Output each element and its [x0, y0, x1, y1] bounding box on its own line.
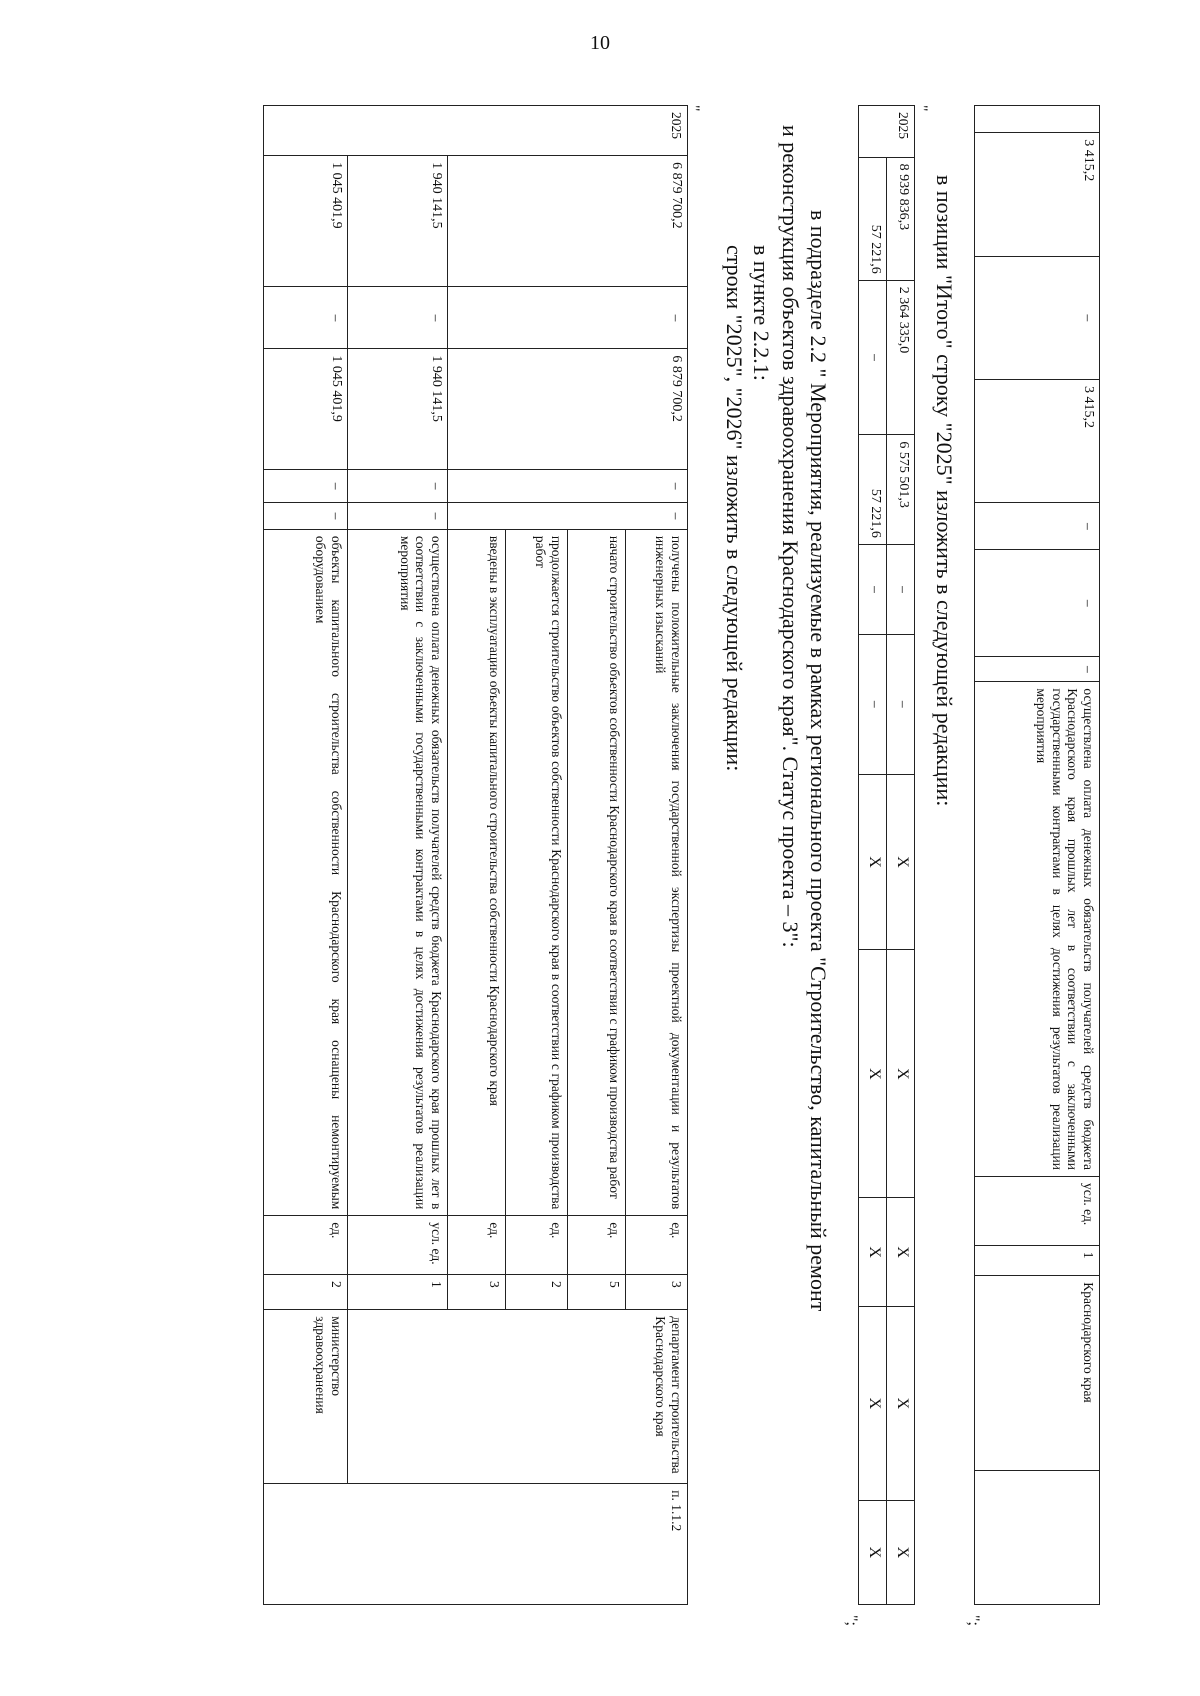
table-cell: осуществлена оплата денежных обязательств получателей средств бюджета Краснодарского края прошлых лет в соответствии с заключенными государственными контрактами в целях достижения результатов реализации мероприятия — [348, 529, 448, 1216]
table-cell: 1 045 401,9 — [264, 349, 348, 470]
table-cell: X — [859, 950, 887, 1198]
page-number: 10 — [590, 32, 610, 54]
opening-quote: " — [685, 105, 702, 112]
table-cell: X — [859, 1306, 887, 1500]
table-cell: – — [264, 470, 348, 503]
table-cell: X — [887, 1500, 915, 1604]
table-cell — [975, 106, 1100, 133]
table-cell — [975, 1470, 1100, 1604]
paragraph: в подразделе 2.2 " Мероприятия, реализуемые в рамках регионального проекта "Строительство, капитальный ремонт — [806, 210, 831, 1312]
table-cell: продолжается строительство объектов собственности Краснодарского края в соответствии с графиком производства работ — [506, 529, 568, 1216]
table-cell: п. 1.1.2 — [264, 1484, 688, 1605]
table-cell: – — [887, 635, 915, 775]
table-cell: – — [448, 287, 688, 349]
table-2-2-1 — [263, 105, 688, 1605]
table-cell: 6 575 501,3 — [887, 435, 915, 545]
table-cell: министерство здравоохранения — [264, 1310, 348, 1484]
table-cell: 2025 — [859, 106, 915, 158]
table-cell: ед. — [568, 1216, 626, 1275]
table-cell: 57 221,6 — [859, 435, 887, 545]
table-cell: 2025 — [264, 106, 688, 156]
closing-quote: "; — [843, 1615, 860, 1626]
table-cell: – — [264, 503, 348, 530]
table-cell: ед. — [506, 1216, 568, 1275]
table-cell: – — [348, 503, 448, 530]
table-cell: введены в эксплуатацию объекты капитального строительства собственности Краснодарского края — [448, 529, 506, 1216]
table-cell: ед. — [626, 1216, 688, 1275]
table-cell: – — [975, 657, 1100, 682]
table-cell: 1 — [975, 1245, 1100, 1276]
table-cell: X — [887, 1306, 915, 1500]
table-cell: 1 — [348, 1275, 448, 1310]
table-cell: – — [859, 635, 887, 775]
table-cell: 3 — [626, 1275, 688, 1310]
opening-quote: " — [913, 105, 930, 112]
table-cell: 3 415,2 — [975, 133, 1100, 256]
table-cell: X — [859, 774, 887, 950]
table-cell: начато строительство объектов собственности Краснодарского края в соответствии с графиком производства работ — [568, 529, 626, 1216]
landscape-content — [180, 105, 1100, 1626]
table-cell: 57 221,6 — [859, 157, 887, 280]
table-cell: осуществлена оплата денежных обязательств получателей средств бюджета Краснодарского края прошлых лет в соответствии с заключенными государственными контрактами в целях достижения результатов реализации мероприятия — [975, 682, 1100, 1177]
table-cell: получены положительные заключения государственной экспертизы проектной документации и результатов инженерных изысканий — [626, 529, 688, 1216]
table-cell: усл. ед. — [975, 1176, 1100, 1245]
table-cell: – — [859, 280, 887, 435]
table-cell: 3 415,2 — [975, 380, 1100, 503]
table-cell: 2 364 335,0 — [887, 280, 915, 435]
table-cell: X — [859, 1198, 887, 1307]
paragraph: в пункте 2.2.1: — [749, 245, 774, 381]
closing-quote: "; — [965, 1615, 982, 1626]
table-cell: усл. ед. — [348, 1216, 448, 1275]
table-cell: 6 879 700,2 — [448, 156, 688, 287]
table-cell: 1 940 141,5 — [348, 349, 448, 470]
table-cell: 2 — [264, 1275, 348, 1310]
table-fragment-top — [974, 105, 1100, 1605]
table-cell: 2 — [506, 1275, 568, 1310]
table-cell: X — [859, 1500, 887, 1604]
paragraph: и реконструкция объектов здравоохранения Краснодарского края". Статус проекта – 3": — [778, 125, 803, 948]
table-cell: – — [975, 503, 1100, 550]
table-cell: Краснодарского края — [975, 1276, 1100, 1470]
table-cell: – — [975, 256, 1100, 379]
table-total — [858, 105, 915, 1605]
table-cell: X — [887, 950, 915, 1198]
table-cell: – — [975, 550, 1100, 657]
table-cell: объекты капитального строительства собственности Краснодарского края оснащены немонтируемым оборудованием — [264, 529, 348, 1216]
table-cell: – — [448, 470, 688, 503]
table-cell: – — [348, 470, 448, 503]
table-cell: ед. — [264, 1216, 348, 1275]
table-cell: – — [887, 544, 915, 634]
table-cell: 3 — [448, 1275, 506, 1310]
table-cell: – — [859, 544, 887, 634]
table-cell: 1 940 141,5 — [348, 156, 448, 287]
table-cell: – — [264, 287, 348, 349]
table-cell: 5 — [568, 1275, 626, 1310]
table-cell: ед. — [448, 1216, 506, 1275]
paragraph: строки "2025", "2026" изложить в следующей редакции: — [722, 245, 747, 772]
table-cell: 8 939 836,3 — [887, 157, 915, 280]
table-cell: – — [448, 503, 688, 530]
table-cell: – — [348, 287, 448, 349]
table-cell: 1 045 401,9 — [264, 156, 348, 287]
table-cell: X — [887, 774, 915, 950]
paragraph: в позиции "Итого" строку "2025" изложить в следующей редакции: — [932, 175, 957, 807]
table-cell: 6 879 700,2 — [448, 349, 688, 470]
table-cell: X — [887, 1198, 915, 1307]
table-cell: департамент строительства Краснодарского края — [348, 1310, 688, 1484]
